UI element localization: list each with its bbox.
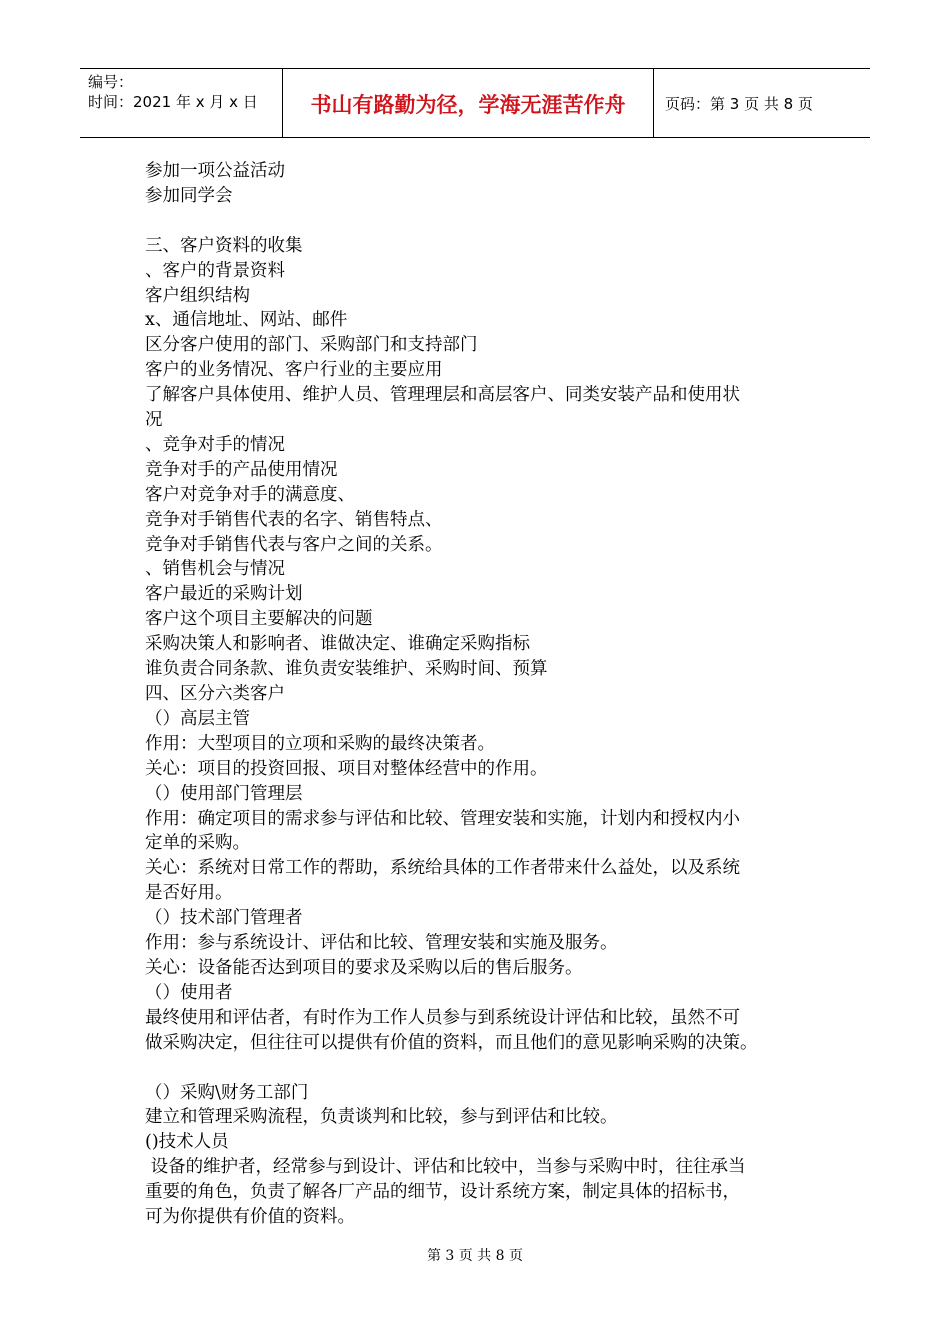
text-line: 关心：设备能否达到项目的要求及采购以后的售后服务。 (145, 957, 583, 978)
blank-line (145, 209, 825, 234)
text-line: 客户的业务情况、客户行业的主要应用 (145, 360, 443, 381)
text-line: 作用：确定项目的需求参与评估和比较、管理安装和实施，计划内和授权内小 (145, 808, 740, 829)
text-line: 客户对竞争对手的满意度、 (145, 484, 355, 505)
text-line: 设备的维护者，经常参与到设计、评估和比较中，当参与采购中时，往往承当 (145, 1157, 746, 1178)
text-line: 关心：系统对日常工作的帮助，系统给具体的工作者带来什么益处，以及系统 (145, 858, 740, 879)
text-line: （）使用部门管理层 (145, 783, 303, 804)
header-divider (653, 69, 654, 137)
text-line: 最终使用和评估者，有时作为工作人员参与到系统设计评估和比较，虽然不可 (145, 1007, 740, 1028)
text-line: 区分客户使用的部门、采购部门和支持部门 (145, 335, 478, 356)
text-line: 建立和管理采购流程，负责谈判和比较，参与到评估和比较。 (145, 1107, 618, 1128)
text-line: 三、客户资料的收集 (145, 235, 303, 256)
header-page-info: 页码：第 3 页 共 8 页 (665, 95, 813, 113)
text-line: 竞争对手的产品使用情况 (145, 459, 338, 480)
text-line: （）使用者 (145, 982, 233, 1003)
text-line: 、客户的背景资料 (145, 260, 285, 281)
document-body (145, 159, 825, 1230)
text-line: 参加同学会 (145, 185, 233, 206)
text-line: 做采购决定，但往往可以提供有价值的资料，而且他们的意见影响采购的决策。 (145, 1032, 758, 1053)
header-meta (88, 72, 258, 112)
text-line: 了解客户具体使用、维护人员、管理理层和高层客户、同类安装产品和使用状 (145, 385, 740, 406)
text-line: 参加一项公益活动 (145, 161, 285, 181)
text-line: 竞争对手销售代表与客户之间的关系。 (145, 534, 443, 555)
text-line: 重要的角色，负责了解各厂产品的细节，设计系统方案，制定具体的招标书， (145, 1182, 740, 1203)
text-line: 客户组织结构 (145, 285, 250, 306)
serial-label: 编号： (88, 73, 134, 91)
text-line: 采购决策人和影响者、谁做决定、谁确定采购指标 (145, 634, 530, 655)
text-line: 、竞争对手的情况 (145, 434, 285, 455)
text-line: 客户最近的采购计划 (145, 584, 303, 605)
text-line: 关心：项目的投资回报、项目对整体经营中的作用。 (145, 758, 548, 779)
page-footer: 第 3 页 共 8 页 (426, 1248, 524, 1264)
text-line: x、通信地址、网站、邮件 (145, 310, 348, 331)
text-line: 客户这个项目主要解决的问题 (145, 609, 373, 630)
text-line: 竞争对手销售代表的名字、销售特点、 (145, 509, 443, 530)
text-line: 、销售机会与情况 (145, 559, 285, 580)
text-line: 四、区分六类客户 (145, 684, 285, 705)
text-line: 作用：大型项目的立项和采购的最终决策者。 (145, 733, 495, 754)
text-line: 可为你提供有价值的资料。 (145, 1207, 355, 1228)
header-motto: 书山有路勤为径，学海无涯苦作舟 (310, 93, 626, 117)
text-line: ()技术人员 (145, 1132, 229, 1153)
text-line: 谁负责合同条款、谁负责安装维护、采购时间、预算 (145, 659, 548, 680)
blank-line (145, 1056, 825, 1081)
date-line: 时间：2021 年 x 月 x 日 (88, 93, 258, 111)
text-line: （）技术部门管理者 (145, 908, 303, 929)
page-header (80, 68, 870, 138)
text-line: 况 (145, 410, 163, 431)
text-line: （）采购\财务工部门 (145, 1082, 309, 1103)
text-line: 作用：参与系统设计、评估和比较、管理安装和实施及服务。 (145, 933, 618, 954)
text-line: 是否好用。 (145, 883, 233, 904)
text-line: 定单的采购。 (145, 833, 250, 854)
text-line: （）高层主管 (145, 708, 250, 729)
